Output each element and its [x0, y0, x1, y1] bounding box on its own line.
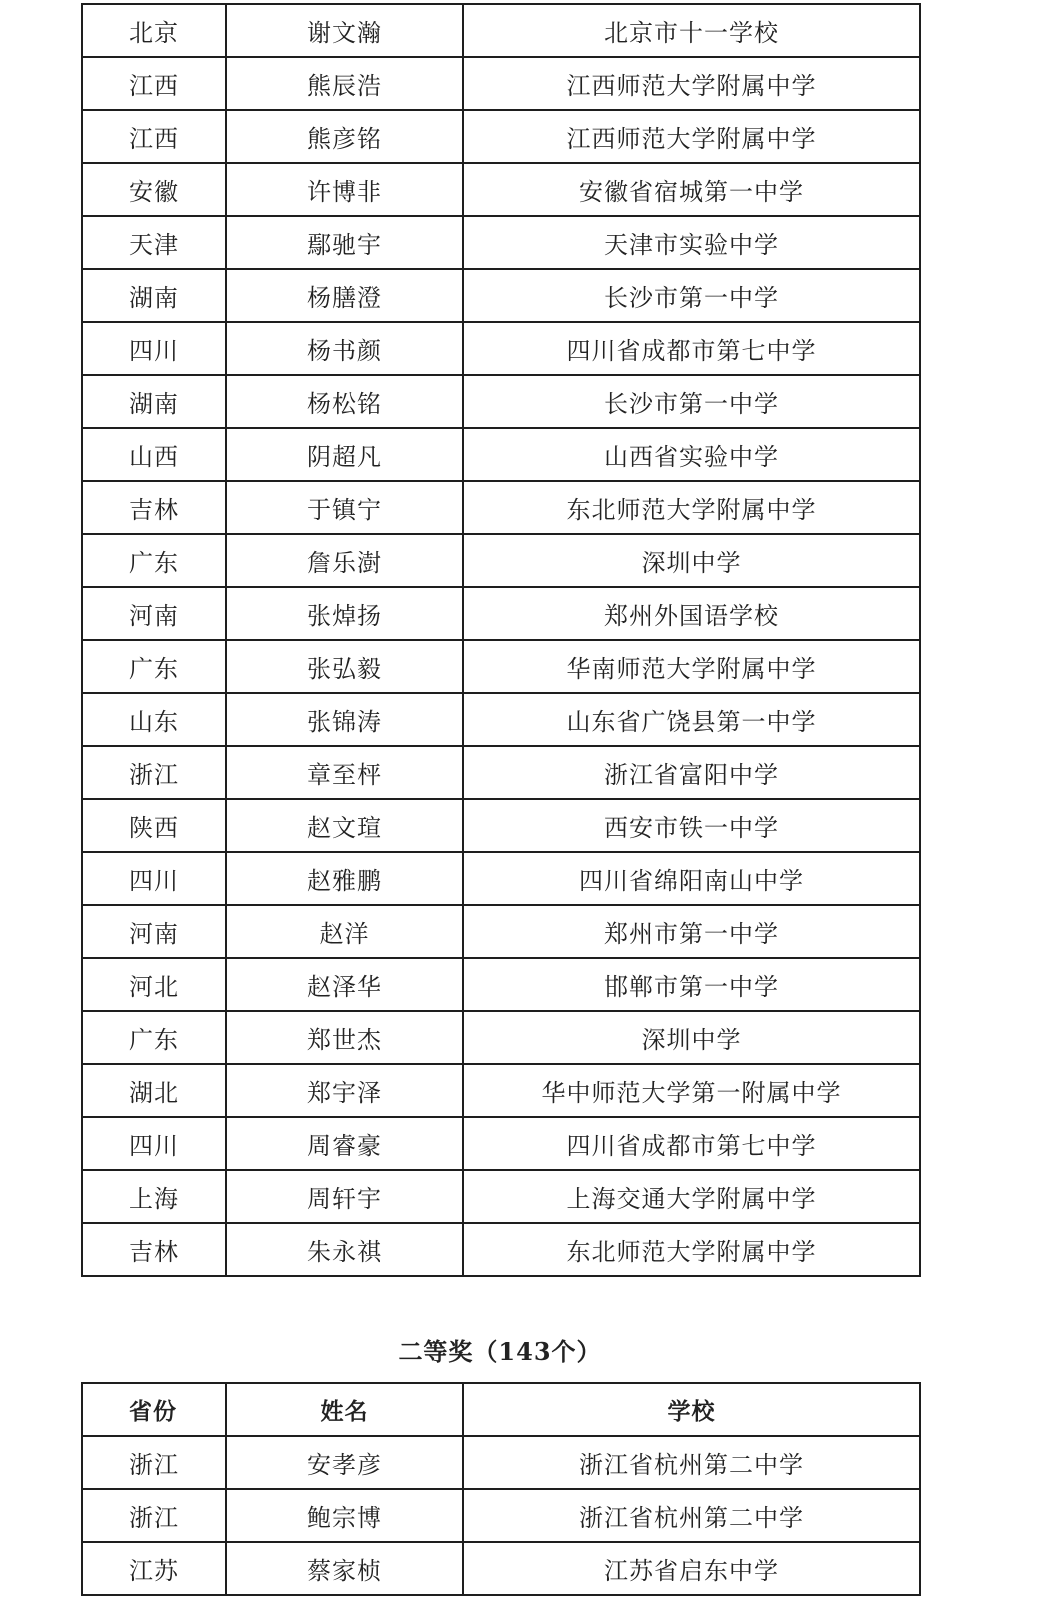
table-row: [82, 269, 920, 322]
cell-name: 周睿豪: [226, 1117, 463, 1170]
cell-school: 邯郸市第一中学: [463, 958, 920, 1011]
cell-province: 陕西: [82, 799, 226, 852]
cell-school: 郑州市第一中学: [463, 905, 920, 958]
cell-school: 安徽省宿城第一中学: [463, 163, 920, 216]
cell-school: 四川省绵阳南山中学: [463, 852, 920, 905]
cell-name: 詹乐澍: [226, 534, 463, 587]
second-prize-title: 二等奖（143个）: [398, 1337, 602, 1366]
table-row: [82, 534, 920, 587]
cell-province: 浙江: [82, 1489, 226, 1542]
table-row: [82, 428, 920, 481]
table-row: [82, 4, 920, 57]
cell-province: 北京: [82, 4, 226, 57]
first-prize-table: [81, 3, 921, 1277]
cell-name: 赵洋: [226, 905, 463, 958]
table-row: [82, 1436, 920, 1489]
cell-school: 西安市铁一中学: [463, 799, 920, 852]
table-row: [82, 481, 920, 534]
cell-name: 阴超凡: [226, 428, 463, 481]
cell-school: 北京市十一学校: [463, 4, 920, 57]
cell-name: 郑世杰: [226, 1011, 463, 1064]
cell-name: 安孝彦: [226, 1436, 463, 1489]
table-row: [82, 1117, 920, 1170]
cell-province: 安徽: [82, 163, 226, 216]
cell-school: 江西师范大学附属中学: [463, 110, 920, 163]
table-row: [82, 587, 920, 640]
cell-name: 杨松铭: [226, 375, 463, 428]
cell-school: 长沙市第一中学: [463, 269, 920, 322]
table-row: [82, 905, 920, 958]
table-row: [82, 799, 920, 852]
table-row: [82, 1170, 920, 1223]
second-prize-table: [81, 1382, 921, 1596]
cell-school: 天津市实验中学: [463, 216, 920, 269]
cell-name: 熊辰浩: [226, 57, 463, 110]
cell-school: 山西省实验中学: [463, 428, 920, 481]
cell-province: 四川: [82, 1117, 226, 1170]
cell-province: 天津: [82, 216, 226, 269]
cell-province: 山东: [82, 693, 226, 746]
header-school: 学校: [463, 1383, 920, 1436]
table-row: [82, 1489, 920, 1542]
cell-province: 广东: [82, 1011, 226, 1064]
table-row: [82, 1542, 920, 1595]
cell-name: 鲍宗博: [226, 1489, 463, 1542]
cell-province: 广东: [82, 534, 226, 587]
cell-name: 熊彦铭: [226, 110, 463, 163]
cell-province: 山西: [82, 428, 226, 481]
cell-school: 四川省成都市第七中学: [463, 322, 920, 375]
cell-province: 湖北: [82, 1064, 226, 1117]
cell-school: 浙江省杭州第二中学: [463, 1436, 920, 1489]
cell-province: 湖南: [82, 375, 226, 428]
table-row: [82, 110, 920, 163]
table-row: [82, 958, 920, 1011]
cell-school: 四川省成都市第七中学: [463, 1117, 920, 1170]
cell-province: 吉林: [82, 1223, 226, 1276]
cell-name: 郑宇泽: [226, 1064, 463, 1117]
cell-name: 赵雅鹏: [226, 852, 463, 905]
cell-name: 杨书颜: [226, 322, 463, 375]
cell-province: 四川: [82, 852, 226, 905]
cell-name: 蔡家桢: [226, 1542, 463, 1595]
cell-school: 深圳中学: [463, 1011, 920, 1064]
cell-name: 赵文瑄: [226, 799, 463, 852]
cell-province: 吉林: [82, 481, 226, 534]
table-row: [82, 746, 920, 799]
cell-name: 章至枰: [226, 746, 463, 799]
cell-name: 张锦涛: [226, 693, 463, 746]
table-row: [82, 322, 920, 375]
second-prize-table-body: [82, 1436, 920, 1595]
first-prize-table-body: [82, 4, 920, 1276]
cell-province: 江西: [82, 57, 226, 110]
table-row: [82, 375, 920, 428]
cell-school: 东北师范大学附属中学: [463, 481, 920, 534]
cell-name: 朱永祺: [226, 1223, 463, 1276]
cell-name: 周轩宇: [226, 1170, 463, 1223]
cell-school: 华南师范大学附属中学: [463, 640, 920, 693]
cell-school: 深圳中学: [463, 534, 920, 587]
table-row: [82, 1223, 920, 1276]
table-row: [82, 693, 920, 746]
cell-province: 四川: [82, 322, 226, 375]
cell-province: 浙江: [82, 746, 226, 799]
cell-name: 许博非: [226, 163, 463, 216]
cell-name: 杨膳澄: [226, 269, 463, 322]
cell-name: 张焯扬: [226, 587, 463, 640]
cell-province: 河南: [82, 905, 226, 958]
cell-province: 河南: [82, 587, 226, 640]
cell-name: 张弘毅: [226, 640, 463, 693]
table-row: [82, 852, 920, 905]
cell-name: 鄢驰宇: [226, 216, 463, 269]
cell-province: 上海: [82, 1170, 226, 1223]
cell-province: 江苏: [82, 1542, 226, 1595]
table-row: [82, 163, 920, 216]
cell-province: 广东: [82, 640, 226, 693]
table-row: [82, 57, 920, 110]
cell-name: 谢文瀚: [226, 4, 463, 57]
header-name: 姓名: [226, 1383, 463, 1436]
cell-province: 湖南: [82, 269, 226, 322]
cell-school: 华中师范大学第一附属中学: [463, 1064, 920, 1117]
table-row: [82, 1064, 920, 1117]
table-row: [82, 216, 920, 269]
header-province: 省份: [82, 1383, 226, 1436]
table-header-row: [82, 1383, 920, 1436]
cell-school: 江西师范大学附属中学: [463, 57, 920, 110]
cell-school: 浙江省杭州第二中学: [463, 1489, 920, 1542]
cell-province: 江西: [82, 110, 226, 163]
cell-province: 浙江: [82, 1436, 226, 1489]
cell-school: 郑州外国语学校: [463, 587, 920, 640]
table-row: [82, 1011, 920, 1064]
cell-school: 山东省广饶县第一中学: [463, 693, 920, 746]
cell-school: 长沙市第一中学: [463, 375, 920, 428]
table-row: [82, 640, 920, 693]
cell-school: 浙江省富阳中学: [463, 746, 920, 799]
cell-province: 河北: [82, 958, 226, 1011]
cell-name: 赵泽华: [226, 958, 463, 1011]
cell-name: 于镇宁: [226, 481, 463, 534]
cell-school: 东北师范大学附属中学: [463, 1223, 920, 1276]
cell-school: 江苏省启东中学: [463, 1542, 920, 1595]
cell-school: 上海交通大学附属中学: [463, 1170, 920, 1223]
